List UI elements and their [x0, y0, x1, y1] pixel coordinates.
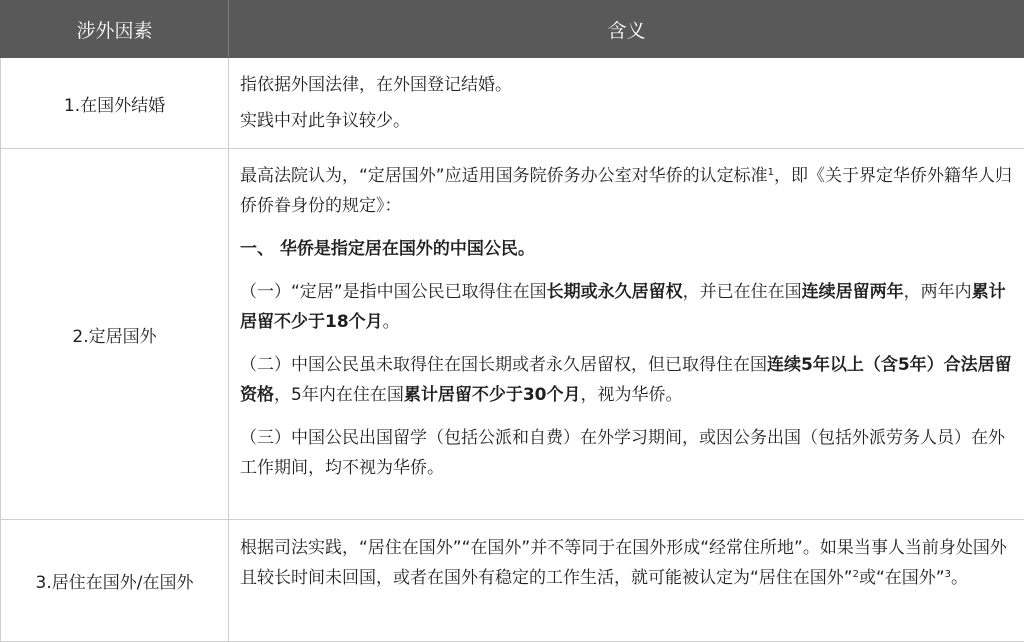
text-run: 最高法院认为，“定居国外”应适用国务院侨务办公室对华侨的认定标准: [240, 166, 768, 186]
bold-text: 累计居留不少于18个月: [240, 282, 1006, 332]
meaning-paragraph: 实践中对此争议较少。: [240, 100, 1018, 136]
meaning-cell: [229, 58, 1024, 149]
meaning-paragraph: [240, 337, 1018, 410]
header-factor: 涉外因素: [1, 1, 229, 58]
bold-heading: 一、 华侨是指定居在国外的中国公民。: [240, 239, 535, 259]
table-row: [1, 58, 1024, 149]
meaning-paragraph: [240, 221, 1018, 264]
meaning-cell: [229, 520, 1024, 642]
bold-text: 长期或永久居留权: [547, 282, 683, 302]
factor-cell: 1.在国外结婚: [1, 58, 229, 149]
table-header-row: [1, 1, 1024, 58]
meaning-paragraph: （三）中国公民出国留学（包括公派和自费）在外学习期间，或因公务出国（包括外派劳务人员）在外工作期间，均不视为华侨。: [240, 410, 1018, 483]
text-run: 或“在国外”: [859, 568, 945, 588]
bold-text: 连续5年以上（含5年）合法居留资格: [240, 355, 1012, 405]
text-run: ，5年内在住在国: [274, 385, 404, 405]
text-run: ，即《关于界定华侨外籍华人归侨侨眷身份的规定》：: [240, 166, 1012, 216]
bold-text: 累计居留不少于30个月: [404, 385, 581, 405]
text-run: 。: [383, 312, 400, 332]
factor-cell: 3.居住在国外/在国外: [1, 520, 229, 642]
text-run: （二）中国公民虽未取得住在国长期或者永久居留权，但已取得住在国: [240, 355, 767, 375]
text-run: ，两年内: [904, 282, 972, 302]
text-run: 。: [951, 568, 968, 588]
bold-text: 连续居留两年: [802, 282, 904, 302]
meaning-paragraph: 指依据外国法律，在外国登记结婚。: [240, 58, 1018, 100]
text-run: 根据司法实践，“居住在国外”“在国外”并不等同于在国外形成“经常住所地”。如果当事人当前身处国外且较长时间未回国，或者在国外有稳定的工作生活，就可能被认定为“居住在国外”: [240, 538, 1007, 588]
meaning-paragraph: [240, 520, 1018, 593]
text-run: （一）“定居”是指中国公民已取得住在国: [240, 282, 547, 302]
factor-cell: 2.定居国外: [1, 149, 229, 520]
footnote-ref[interactable]: 1: [768, 167, 774, 178]
meaning-cell: [229, 149, 1024, 520]
header-meaning: 含义: [229, 1, 1024, 58]
meaning-paragraph: [240, 264, 1018, 337]
footnote-ref[interactable]: 3: [945, 569, 951, 580]
table-row: [1, 520, 1024, 642]
footnote-ref[interactable]: 2: [853, 569, 859, 580]
text-run: ，并已在住在国: [683, 282, 802, 302]
table-row: [1, 149, 1024, 520]
meaning-paragraph: [240, 149, 1018, 221]
text-run: ，视为华侨。: [581, 385, 683, 405]
